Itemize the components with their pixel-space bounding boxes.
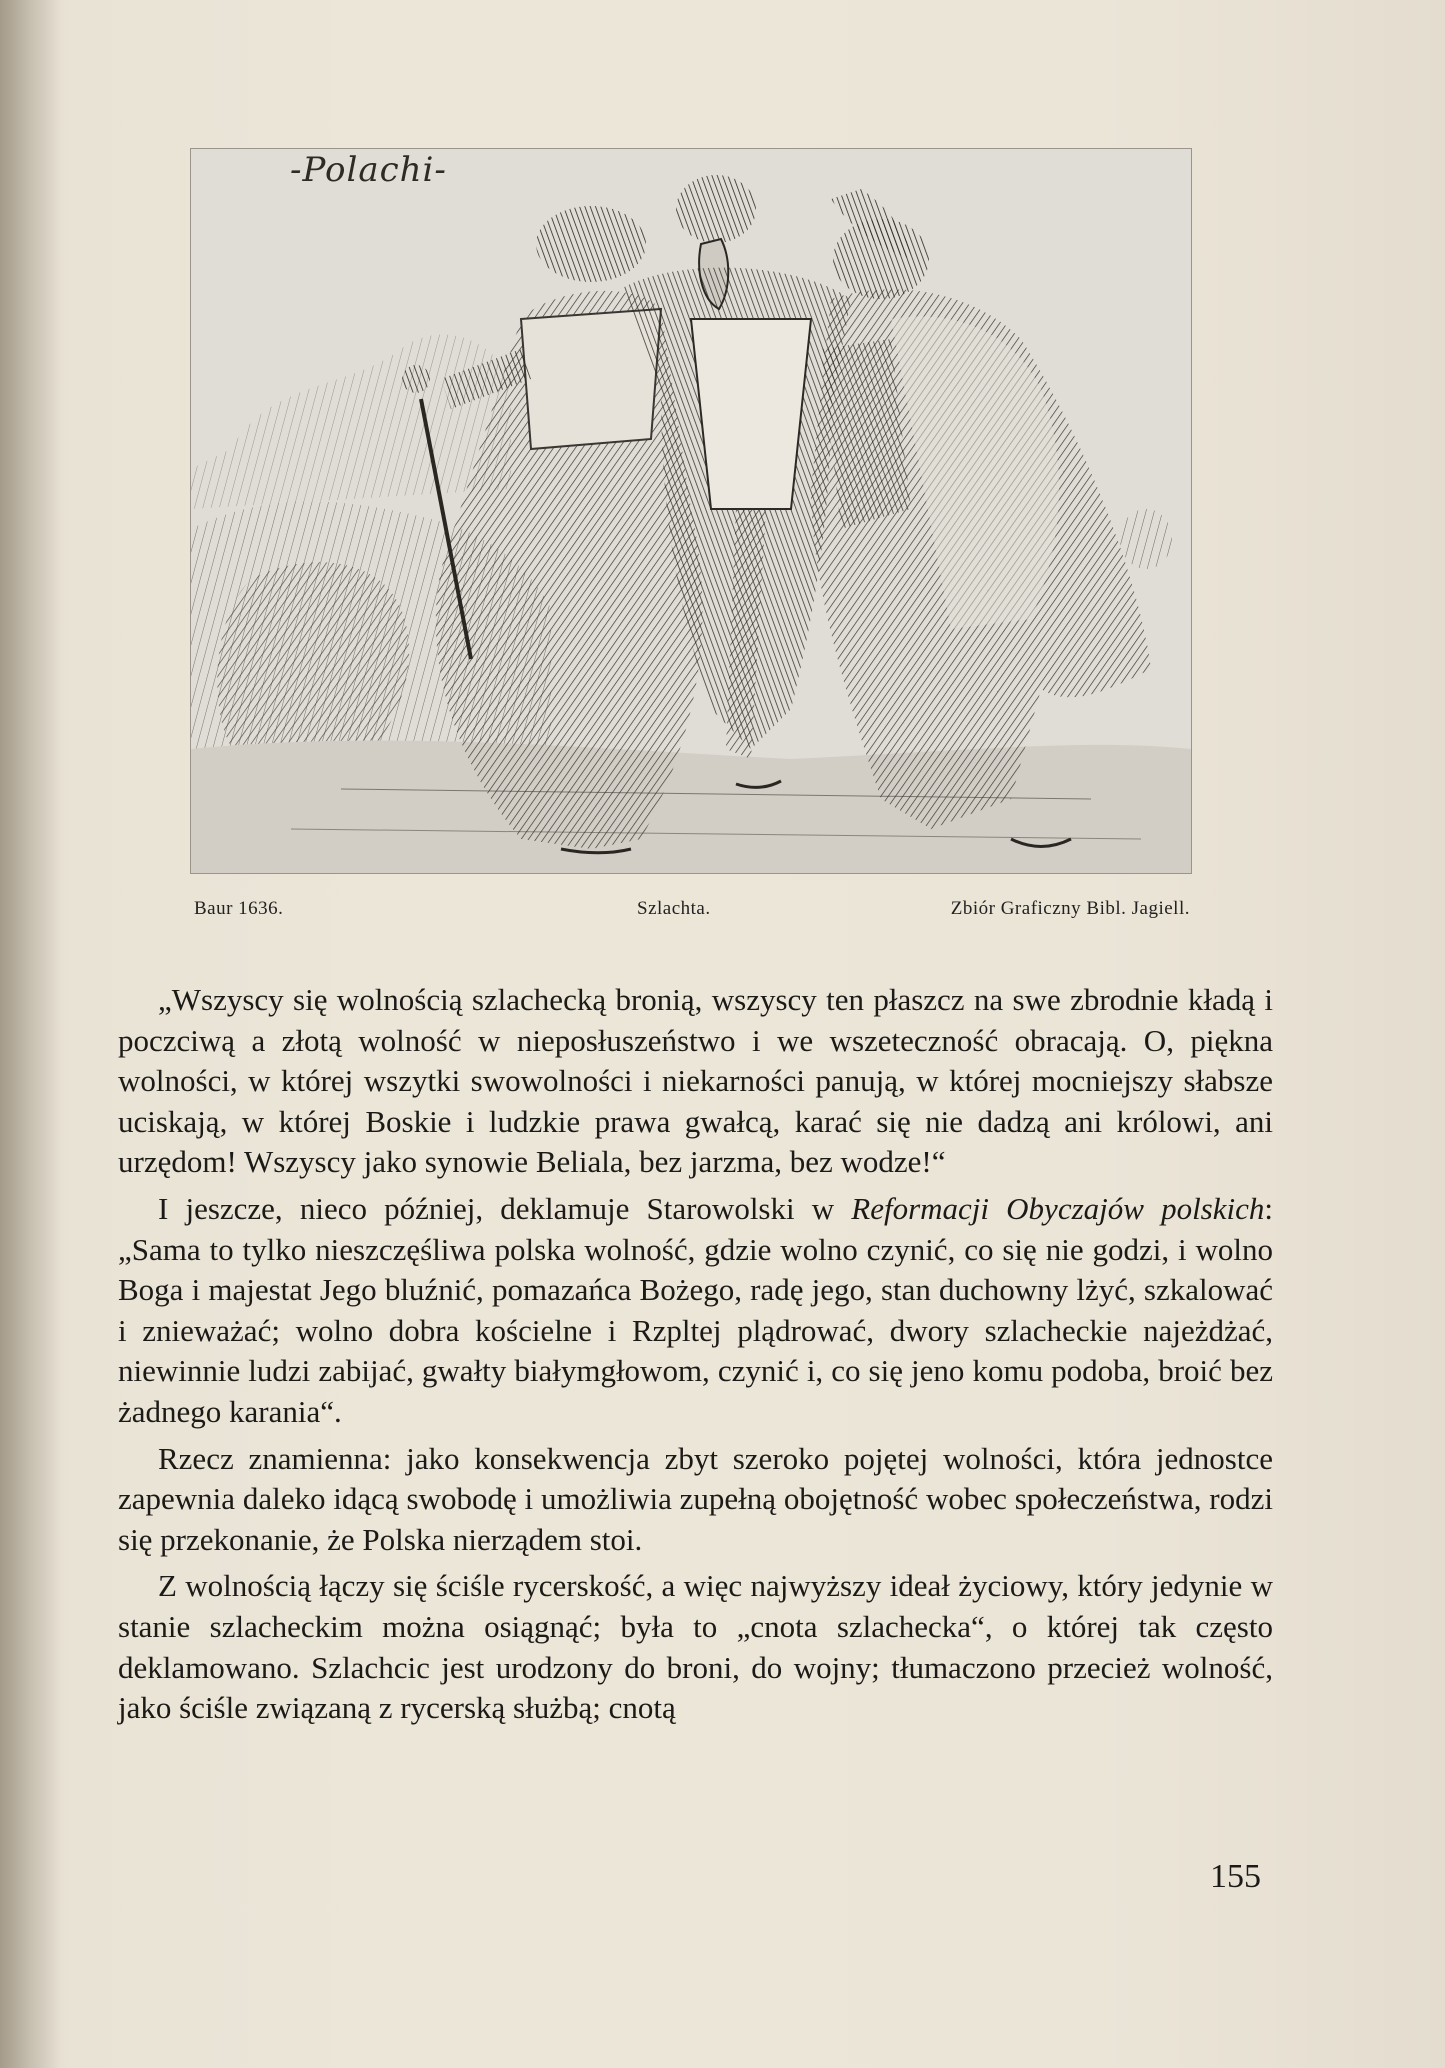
paragraph-2-end: : „Sama to tylko nieszczęśliwa polska wolność, gdzie wolno czynić, co się nie godzi, i wolno Boga i majestat Jego bluźnić, pomazańca Bożego, radę jego, stan duchowny lżyć, szkalować i znieważać; wolno dobra kościelne i Rzpltej plądrować, dwory szlacheckie najeżdżać, niewinnie ludzi zabijać, gwałty białymgłowom, czynić i, co się jeno komu podoba, broić bez żadnego karania“. [118,1190,1273,1429]
plate-caption [190,898,1190,928]
paragraph-2 [118,1189,1273,1433]
body-text [118,980,1273,1729]
caption-artist: Baur 1636. [194,898,284,919]
gutter-shadow [0,0,60,2068]
engraving-illustration [190,148,1192,874]
paragraph-1: „Wszyscy się wolnością szlachecką bronią, wszyscy ten płaszcz na swe zbrodnie kładą i poczciwą a złotą wolność w nieposłuszeństwo i we wszeteczność obracają. O, piękna wolności, w której wszytki swowolności i niekarności panują, w której mocniejszy słabsze uciskają, w której Boskie i ludzkie prawa gwałcą, karać się nie dadzą ani królowi, ani urzędom! Wszyscy jako synowie Beliala, bez jarzma, bez wodze!“ [118,982,1273,1180]
engraving-drawing [191,149,1191,873]
page-number: 155 [1210,1858,1261,1895]
book-title-reference: Reformacji Obyczajów polskich [851,1190,1265,1226]
paragraph-2-start: I jeszcze, nieco później, deklamuje Starowolski w [158,1190,852,1226]
paragraph-4: Z wolnością łączy się ściśle rycerskość, a więc najwyższy ideał życiowy, który jedynie w stanie szlacheckim można osiągnąć; była to „cnota szlachecka“, o której tak często deklamowano. Szlachcic jest urodzony do broni, do wojny; tłumaczono przecież wolność, jako ściśle związaną z rycerską służbą; cnotą [118,1568,1273,1726]
caption-source: Zbiór Graficzny Bibl. Jagiell. [950,898,1190,919]
caption-title: Szlachta. [637,898,711,919]
paragraph-3: Rzecz znamienna: jako konsekwencja zbyt szeroko pojętej wolności, która jednostce zapewnia daleko idącą swobodę i umożliwia zupełną obojętność wobec społeczeństwa, rodzi się przekonanie, że Polska nierządem stoi. [118,1440,1273,1557]
plate-inscription: -Polachi- [290,150,447,190]
